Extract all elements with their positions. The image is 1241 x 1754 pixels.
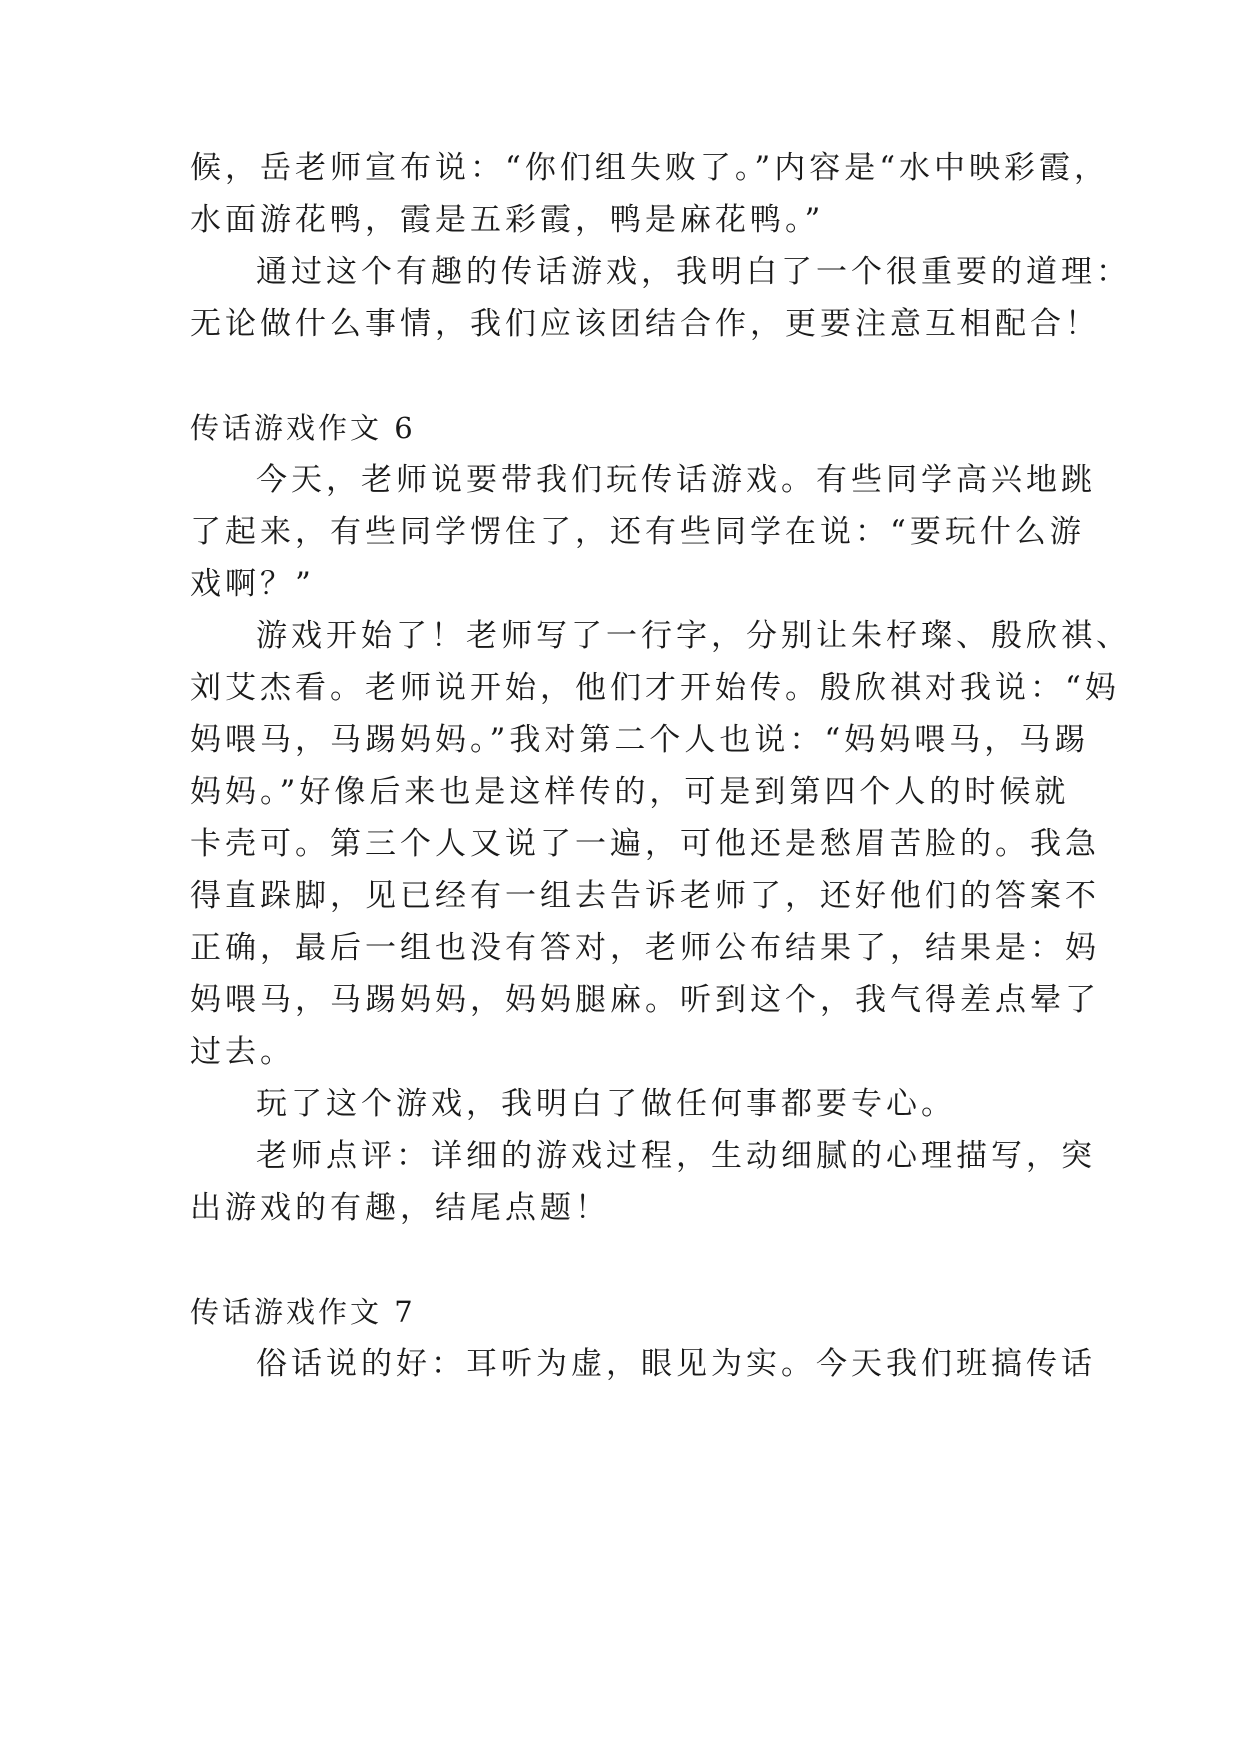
text-line: 妈妈。”好像后来也是这样传的，可是到第四个人的时候就 bbox=[190, 774, 1070, 810]
text-line: 妈喂马，马踢妈妈，妈妈腿麻。听到这个，我气得差点晕了 bbox=[190, 982, 1100, 1018]
text-line: 今天，老师说要带我们玩传话游戏。有些同学高兴地跳 bbox=[256, 462, 1096, 498]
text-line: 了起来，有些同学愣住了，还有些同学在说：“要玩什么游 bbox=[190, 514, 1085, 550]
text-line: 过去。 bbox=[190, 1034, 295, 1070]
essay-heading: 传话游戏作文 7 bbox=[190, 1295, 416, 1329]
essay-heading: 传话游戏作文 6 bbox=[190, 411, 416, 445]
text-line: 得直跺脚，见已经有一组去告诉老师了，还好他们的答案不 bbox=[190, 878, 1100, 914]
text-line: 出游戏的有趣，结尾点题！ bbox=[190, 1190, 610, 1226]
text-line: 玩了这个游戏，我明白了做任何事都要专心。 bbox=[256, 1086, 956, 1122]
text-line: 妈喂马，马踢妈妈。”我对第二个人也说：“妈妈喂马，马踢 bbox=[190, 722, 1090, 758]
text-line: 戏啊？” bbox=[190, 566, 315, 602]
text-line: 卡壳可。第三个人又说了一遍，可他还是愁眉苦脸的。我急 bbox=[190, 826, 1100, 862]
text-line: 刘艾杰看。老师说开始，他们才开始传。殷欣祺对我说：“妈 bbox=[190, 670, 1120, 706]
text-line: 游戏开始了！老师写了一行字，分别让朱杍璨、殷欣祺、 bbox=[256, 618, 1131, 654]
text-line: 候，岳老师宣布说：“你们组失败了。”内容是“水中映彩霞， bbox=[190, 150, 1110, 186]
text-line: 无论做什么事情，我们应该团结合作，更要注意互相配合！ bbox=[190, 306, 1100, 342]
text-line: 老师点评：详细的游戏过程，生动细腻的心理描写，突 bbox=[256, 1138, 1096, 1174]
text-line: 通过这个有趣的传话游戏，我明白了一个很重要的道理： bbox=[256, 254, 1131, 290]
text-line: 正确，最后一组也没有答对，老师公布结果了，结果是：妈 bbox=[190, 930, 1100, 966]
text-line: 俗话说的好：耳听为虚，眼见为实。今天我们班搞传话 bbox=[256, 1346, 1096, 1382]
text-line: 水面游花鸭，霞是五彩霞，鸭是麻花鸭。” bbox=[190, 202, 825, 238]
